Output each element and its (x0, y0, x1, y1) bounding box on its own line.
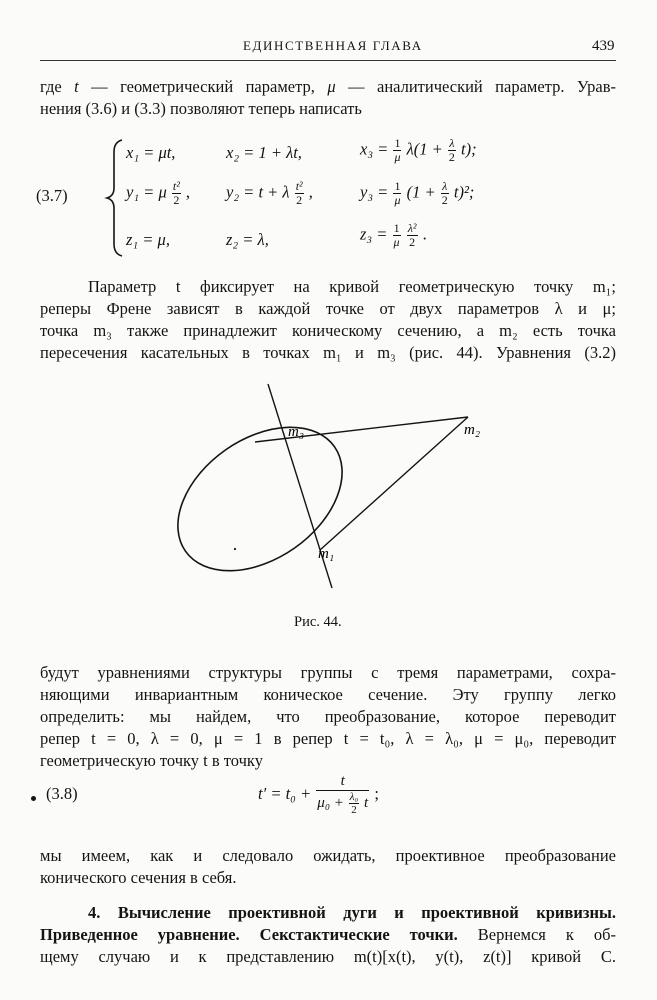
equation-term: z₁ = μ, (126, 230, 170, 249)
fraction-numerator: λ (442, 179, 448, 193)
equation-3-7-label: (3.7) (36, 186, 68, 205)
equation-term: t)²; (453, 182, 475, 202)
fraction-denominator: 2 (173, 193, 180, 207)
equation-term: x₃ = (360, 139, 389, 159)
equation-term: μ₀ + (317, 794, 344, 811)
equation-term: y₃ = (360, 182, 389, 202)
fraction-denominator: 2 (296, 193, 303, 207)
fraction-numerator: 1 (394, 136, 401, 150)
fraction (393, 222, 401, 249)
paragraph-conclusion-line-2: конического сечения в себя. (40, 868, 237, 887)
figure-44-diagram (150, 378, 510, 600)
fraction (407, 222, 418, 249)
fraction (448, 137, 456, 164)
figure-caption: Рис. 44. (294, 614, 342, 630)
equation-3-8-label: (3.8) (46, 784, 78, 803)
label-m1: m₁ (318, 546, 335, 562)
eq-row-y1 (126, 180, 190, 207)
equation-term: t (364, 794, 369, 811)
fraction-denominator: 2 (351, 804, 357, 816)
equation-term: y₂ = t + λ (226, 182, 290, 202)
paragraph-structure-line-1: будут уравнениями структуры группы с тремя параметрами, сохра- (40, 663, 616, 682)
fraction (393, 180, 401, 207)
equation-3-8 (258, 772, 379, 816)
fraction (172, 180, 181, 207)
tangent-line-m1-m2 (320, 417, 468, 550)
equation-term: t); (461, 139, 477, 159)
fraction-denominator (316, 791, 369, 816)
fraction-numerator: 1 (394, 179, 401, 193)
fraction-denominator: μ (393, 235, 400, 249)
equation-term: λ(1 + (406, 139, 443, 159)
section-4-line-3: щему случаю и к представлению m(t)[x(t), y(t), z(t)] кривой C. (40, 947, 616, 966)
eq-row-x1 (126, 143, 175, 163)
paragraph-structure-line-5: геометрическую точку t в точку (40, 751, 263, 770)
section-4-line-2 (40, 924, 616, 946)
fraction-numerator: t (316, 772, 369, 791)
eq-row-x3 (360, 137, 477, 164)
equation-term: (1 + (406, 182, 436, 202)
conic-ellipse (151, 398, 369, 600)
eq-row-y2 (226, 180, 313, 207)
fraction-numerator: λ₀ (349, 791, 359, 803)
fraction-numerator: λ² (407, 221, 417, 235)
fraction-numerator: 1 (393, 221, 400, 235)
paragraph-structure-line-4: репер t = 0, λ = 0, μ = 1 в репер t = t₀, λ = λ₀, μ = μ₀, переводит (40, 729, 616, 748)
fraction-denominator: μ (394, 150, 401, 164)
equation-term: y₁ = μ (126, 182, 167, 202)
paragraph-structure-line-3: определить: мы найдем, что преобразование, которое переводит (40, 707, 616, 726)
tangent-line-m3-m2 (255, 417, 468, 442)
page-number: 439 (592, 38, 615, 54)
paragraph-frenet (40, 276, 616, 364)
paragraph-structure (40, 662, 616, 772)
paragraph-conclusion-line-1: мы имеем, как и следовало ожидать, проективное преобразование (40, 846, 616, 865)
paragraph-frenet-line-3: точка m₃ также принадлежит коническому сечению, а m₂ есть точка (40, 321, 616, 340)
text-fragment: где (40, 77, 75, 96)
text-fragment: — аналитический параметр. Урав- (335, 77, 616, 96)
equation-term: , (308, 182, 313, 202)
paragraph-frenet-line-1: Параметр t фиксирует на кривой геометрическую точку m₁; (88, 277, 616, 296)
paragraph-intro-line-1 (40, 76, 616, 98)
fraction-numerator: t² (295, 179, 303, 193)
paragraph-intro (40, 76, 616, 120)
label-m3: m₃ (288, 424, 305, 440)
eq-row-x2 (226, 143, 302, 163)
paragraph-frenet-line-4: пересечения касательных в точках m₁ и m₃ (рис. 44). Уравнения (3.2) (40, 343, 616, 362)
fraction (349, 791, 360, 816)
fraction-numerator: λ (449, 136, 455, 150)
fraction-denominator: 2 (448, 150, 455, 164)
equation-term: , (185, 182, 191, 202)
math-symbol: μ (327, 77, 336, 96)
text-fragment: Вернемся к об- (457, 925, 617, 944)
eq-row-z2 (226, 230, 269, 250)
fraction (393, 137, 401, 164)
paragraph-conclusion (40, 845, 616, 889)
running-header-title: ЕДИНСТВЕННАЯ ГЛАВА (243, 38, 423, 53)
center-dot (234, 548, 236, 550)
equation-term: t′ = t₀ + (258, 784, 312, 803)
fraction-numerator: t² (172, 179, 180, 193)
paragraph-frenet-line-2: реперы Френе зависят в каждой точке от двух параметров λ и μ; (40, 299, 616, 318)
equation-term: ; (374, 784, 379, 803)
fraction-denominator: 2 (441, 193, 448, 207)
margin-dot (31, 796, 36, 801)
header-rule (40, 60, 616, 61)
equation-term: x₁ = μt, (126, 143, 176, 162)
equation-term: z₃ = (360, 224, 388, 244)
paragraph-structure-line-2: няющими инвариантным коническое сечение. Эту группу легко (40, 685, 616, 704)
equation-term: z₂ = λ, (226, 230, 269, 249)
eq-row-y3 (360, 180, 474, 207)
section-4-heading: 4. Вычисление проективной дуги и проективной кривизны. (88, 903, 616, 922)
eq-row-z1 (126, 230, 170, 250)
section-4-subheading: Приведенное уравнение. Секстактические точки. (40, 925, 458, 944)
eq-row-z3 (360, 222, 427, 249)
equation-term: x₂ = 1 + λt, (226, 143, 302, 162)
fraction-denominator: μ (394, 193, 401, 207)
equation-term: . (422, 224, 427, 244)
fraction (441, 180, 449, 207)
fraction (316, 772, 369, 816)
fraction (295, 180, 304, 207)
text-fragment: — геометрический параметр, (78, 77, 328, 96)
math-symbol: t (74, 77, 79, 96)
label-m2: m₂ (464, 422, 481, 438)
section-4 (40, 902, 616, 968)
curly-brace-icon (104, 138, 126, 258)
paragraph-intro-line-2: нения (3.6) и (3.3) позволяют теперь написать (40, 99, 362, 118)
fraction-denominator: 2 (409, 235, 416, 249)
